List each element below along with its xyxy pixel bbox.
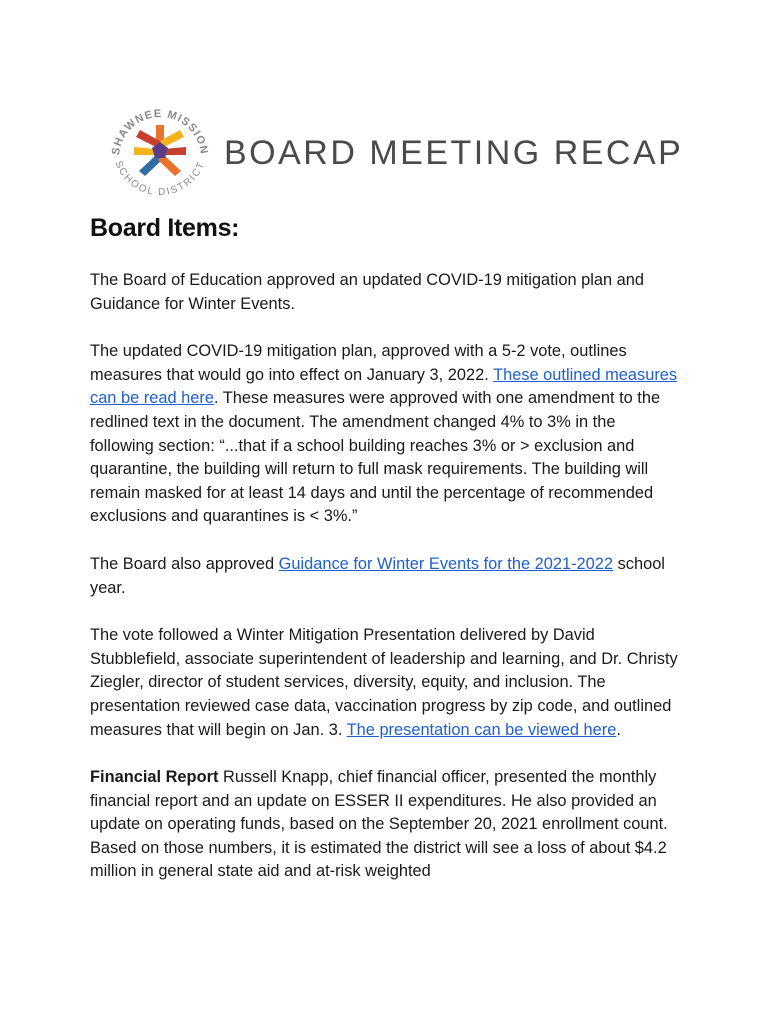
text: . These measures were approved with one amendment to the redlined text in the document. The amendment changed 4% to 3% in the following section: “...that if a school building reaches 3% or > exclusion and quarantine, the building will return to full mask requirements. The building will remain masked for at least 14 days and until the percentage of recommended exclusions and quarantines is < 3%.”	[90, 389, 661, 526]
presentation-link[interactable]: The presentation can be viewed here	[346, 720, 617, 739]
logo-star-mark	[134, 125, 186, 176]
financial-report-label: Financial Report	[90, 768, 219, 787]
text: .	[616, 720, 621, 739]
paragraph-financial-report	[90, 766, 680, 884]
winter-events-guidance-link[interactable]: Guidance for Winter Events for the 2021-2022	[278, 554, 614, 573]
logo-bottom-text: SCHOOL DISTRICT	[112, 159, 208, 199]
text: Russell Knapp, chief financial officer, presented the monthly financial report and an update on ESSER II expenditures. He also provided an update on operating funds, based on the September 20, 2021 enrollment count. Based on those numbers, it is estimated the district will see a loss of about $4.2 million in general state aid and at-risk weighted	[90, 768, 668, 881]
text: The updated COVID-19 mitigation plan, approved with a 5-2 vote, outlines measures that would go into effect on January 3, 2022.	[90, 342, 627, 384]
text: The vote followed a Winter Mitigation Presentation delivered by David Stubblefield, associate superintendent of leadership and learning, and Dr. Christy Ziegler, director of student services, diversity, equity, and inclusion. The presentation reviewed case data, vaccination progress by zip code, and outlined measures that will begin on Jan. 3.	[90, 626, 678, 739]
paragraph-winter-guidance	[90, 553, 680, 600]
paragraph-mitigation-plan	[90, 340, 680, 529]
text: The Board also approved	[90, 554, 279, 573]
outlined-measures-link[interactable]: These outlined measures can be read here	[90, 365, 678, 408]
header	[90, 96, 710, 206]
document-body	[90, 214, 680, 908]
district-logo	[105, 96, 215, 206]
header-title: BOARD MEETING RECAP	[224, 134, 684, 172]
paragraph-approval-summary: The Board of Education approved an updated COVID-19 mitigation plan and Guidance for Winter Events.	[90, 271, 645, 313]
section-heading: Board Items:	[90, 214, 240, 242]
logo-top-text: SHAWNEE MISSION	[109, 107, 211, 156]
paragraph-presentation	[90, 624, 680, 742]
text: school year.	[90, 554, 665, 597]
